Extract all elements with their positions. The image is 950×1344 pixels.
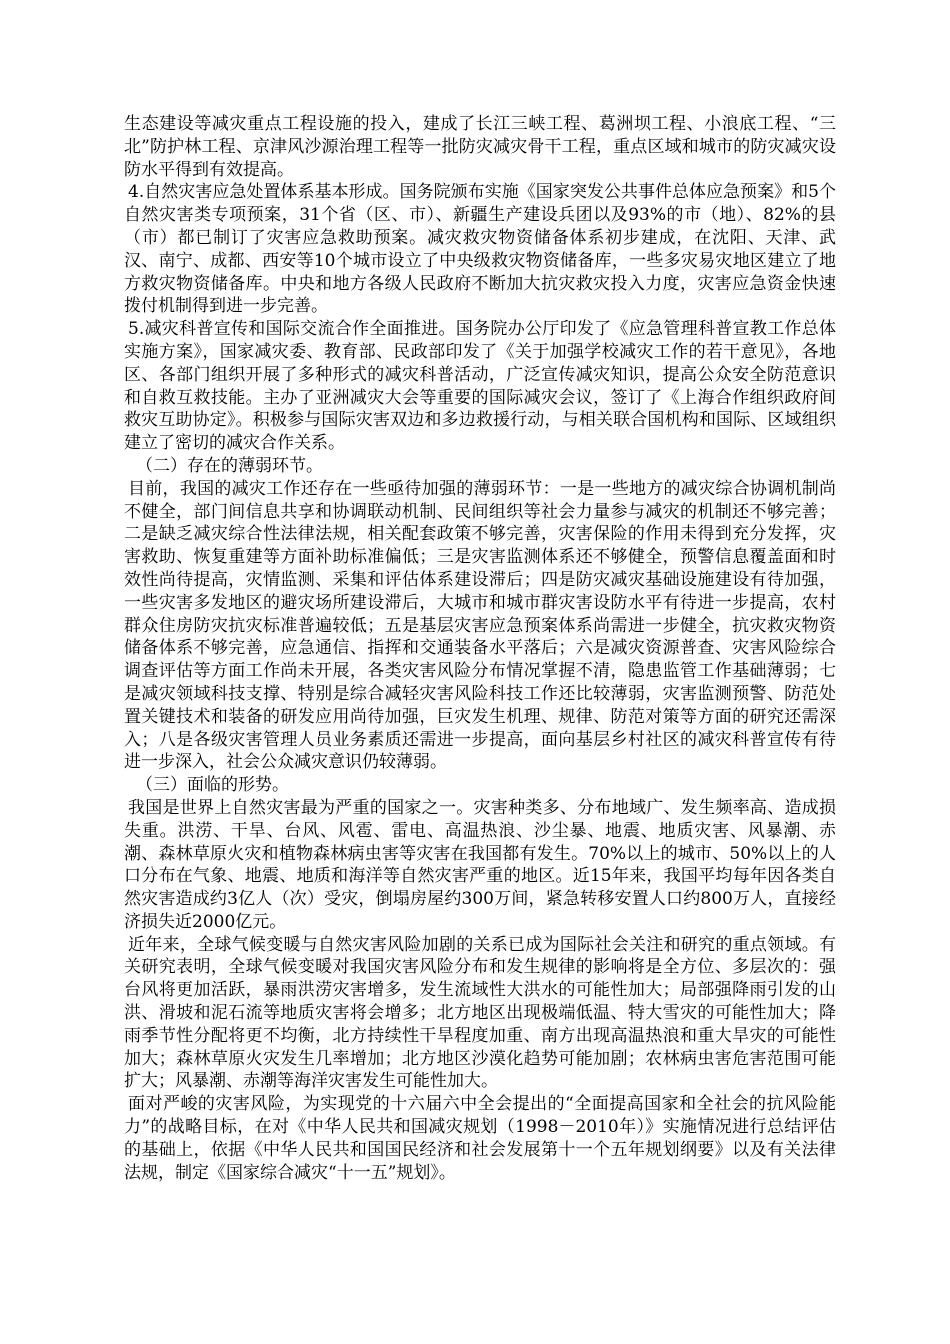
paragraph-disaster-severity: 我国是世界上自然灾害最为严重的国家之一。灾害种类多、分布地域广、发生频率高、造成损失重。洪涝、干旱、台风、风雹、雷电、高温热浪、沙尘暴、地震、地质灾害、风暴潮、赤潮、森林草原火灾和植物森林病虫害等灾害在我国都有发生。70%以上的城市、50%以上的人口分布在气象、地震、地质和海洋等自然灾害严重的地区。近15年来，我国平均每年因各类自然灾害造成约3亿人（次）受灾，倒塌房屋约300万间，紧急转移安置人口约800万人，直接经济损失近2000亿元。 [124,797,836,932]
paragraph-science-popularization: 5.减灾科普宣传和国际交流合作全面推进。国务院办公厅印发了《应急管理科普宣教工作总体实施方案》，国家减灾委、教育部、民政部印发了《关于加强学校减灾工作的若干意见》，各地区、各部门组织开展了多种形式的减灾科普活动，广泛宣传减灾知识，提高公众安全防范意识和自救互救技能。主办了亚洲减灾大会等重要的国际减灾会议，签订了《上海合作组织政府间救灾互助协定》。积极参与国际灾害双边和多边救援行动，与相关联合国机构和国际、区域组织建立了密切的减灾合作关系。 [124,319,836,454]
paragraph-emergency-response-system: 4.自然灾害应急处置体系基本形成。国务院颁布实施《国家突发公共事件总体应急预案》和5个自然灾害类专项预案，31个省（区、市）、新疆生产建设兵团以及93%的市（地）、82%的县（市）都已制订了灾害应急救助预案。减灾救灾物资储备体系初步建成，在沈阳、天津、武汉、南宁、成都、西安等10个城市设立了中央级救灾物资储备库，一些多灾易灾地区建立了地方救灾物资储备库。中央和地方各级人民政府不断加大抗灾救灾投入力度，灾害应急资金快速拨付机制得到进一步完善。 [124,182,836,317]
paragraph-weak-links: 目前，我国的减灾工作还存在一些亟待加强的薄弱环节：一是一些地方的减灾综合协调机制尚不健全，部门间信息共享和协调联动机制、民间组织等社会力量参与减灾的机制还不够完善；二是缺乏减灾综合性法律法规，相关配套政策不够完善，灾害保险的作用未得到充分发挥，灾害救助、恢复重建等方面补助标准偏低；三是灾害监测体系还不够健全，预警信息覆盖面和时效性尚待提高，灾情监测、采集和评估体系建设滞后；四是防灾减灾基础设施建设有待加强，一些灾害多发地区的避灾场所建设滞后，大城市和城市群灾害设防水平有待进一步提高，农村群众住房防灾抗灾标准普遍较低；五是基层灾害应急预案体系尚需进一步健全，抗灾救灾物资储备体系不够完善，应急通信、指挥和交通装备水平落后；六是减灾资源普查、灾害风险综合调查评估等方面工作尚未开展，各类灾害风险分布情况掌握不清，隐患监管工作基础薄弱；七是减灾领域科技支撑、特别是综合减轻灾害风险科技工作还比较薄弱，灾害监测预警、防范处置关键技术和装备的研发应用尚待加强，巨灾发生机理、规律、防范对策等方面的研究还需深入；八是各级灾害管理人员业务素质还需进一步提高，面向基层乡村社区的减灾科普宣传有待进一步深入，社会公众减灾意识仍较薄弱。 [124,478,836,773]
paragraph-climate-change: 近年来，全球气候变暖与自然灾害风险加剧的关系已成为国际社会关注和研究的重点领域。有关研究表明，全球气候变暖对我国灾害风险分布和发生规律的影响将是全方位、多层次的：强台风将更加活跃，暴雨洪涝灾害增多，发生流域性大洪水的可能性加大；局部强降雨引发的山洪、滑坡和泥石流等地质灾害将会增多；北方地区出现极端低温、特大雪灾的可能性加大；降雨季节性分配将更不均衡，北方持续性干旱程度加重、南方出现高温热浪和重大旱灾的可能性加大；森林草原火灾发生几率增加；北方地区沙漠化趋势可能加剧；农林病虫害危害范围可能扩大；风暴潮、赤潮等海洋灾害发生可能性加大。 [124,934,836,1092]
paragraph-plan-formulation: 面对严峻的灾害风险，为实现党的十六届六中全会提出的“全面提高国家和全社会的抗风险能力”的战略目标，在对《中华人民共和国减灾规划（1998－2010年）》实施情况进行总结评估的基础上，依据《中华人民共和国国民经济和社会发展第十一个五年规划纲要》以及有关法律法规，制定《国家综合减灾“十一五”规划》。 [124,1094,836,1183]
section-heading-weak-links: （二）存在的薄弱环节。 [136,455,323,476]
paragraph-infrastructure-continued: 生态建设等减灾重点工程设施的投入，建成了长江三峡工程、葛洲坝工程、小浪底工程、“三北”防护林工程、京津风沙源治理工程等一批防灾减灾骨干工程，重点区域和城市的防灾减灾设防水平得到有效提高。 [124,114,836,180]
document-page [124,113,836,1184]
section-heading-situation: （三）面临的形势。 [136,775,289,796]
